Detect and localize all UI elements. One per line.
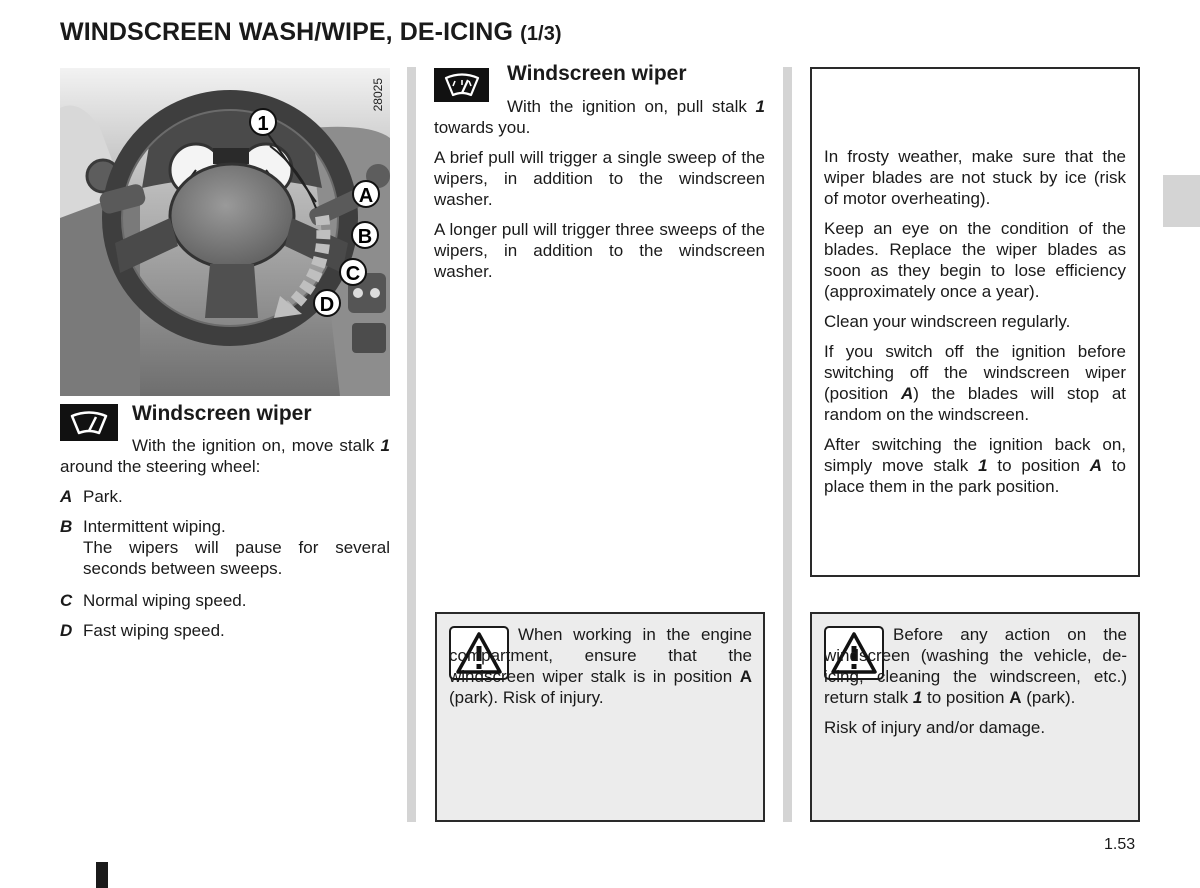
binding-mark	[96, 862, 108, 888]
middle-p2: A brief pull will trigger a single sweep of the wipers, in addition to the windscreen washer.	[434, 148, 765, 209]
page-number: 1.53	[1104, 836, 1136, 853]
section-tab	[1163, 175, 1200, 227]
list-item-d	[60, 620, 390, 641]
middle-intro-a: With the ignition on, pull stalk	[507, 97, 756, 116]
windscreen-warning-b: to position	[922, 688, 1010, 707]
windscreen-warning-pos: A	[1009, 688, 1022, 707]
callout-c-label: C	[345, 263, 361, 285]
page-title	[60, 18, 562, 47]
right-p4-a: If you switch off the ignition before switching off the windscreen wiper (position	[824, 342, 1126, 403]
right-p4-pos: A	[900, 384, 914, 403]
right-p5	[824, 434, 1126, 497]
windscreen-warning-stalk: 1	[912, 688, 923, 707]
right-p4-b: ) the blades will stop at random on the windscreen.	[824, 384, 1126, 424]
right-p2: Keep an eye on the condition of the blades. Replace the wiper blades as soon as they begin to lose efficiency (approximately once a year).	[824, 219, 1126, 301]
right-p5-a: After switching the ignition back on, simply move stalk	[824, 435, 1126, 475]
middle-intro-stalk: 1	[755, 97, 765, 116]
left-heading: Windscreen wiper	[132, 402, 312, 425]
right-p3: Clean your windscreen regularly.	[824, 312, 1071, 331]
callout-1-label: 1	[257, 113, 269, 135]
right-p4	[824, 341, 1126, 425]
left-intro-b: around the steering wheel:	[60, 457, 261, 476]
list-item-b-key: B	[60, 517, 73, 536]
left-intro-stalk: 1	[380, 436, 390, 455]
list-item-b	[60, 516, 390, 579]
windscreen-warning-c: (park).	[1021, 688, 1076, 707]
list-item-c	[60, 590, 390, 611]
list-item-b-detail: The wipers will pause for several seconds between sweeps.	[83, 538, 390, 578]
callout-b-label: B	[357, 226, 373, 248]
column-divider-left	[407, 67, 416, 822]
callout-a-label: A	[358, 185, 374, 207]
windscreen-warning-p2: Risk of injury and/or damage.	[824, 718, 1046, 737]
callout-a	[353, 181, 379, 207]
windscreen-warning-a: Before any action on the windscreen (washing the vehicle, de-icing, cleaning the windscreen, etc.) return stalk	[824, 625, 1127, 707]
right-p5-c: to place them in the park position.	[824, 456, 1126, 496]
callout-1	[250, 109, 276, 135]
callout-d-label: D	[319, 294, 335, 316]
engine-warning-pos: A	[739, 667, 752, 686]
list-item-d-text: Fast wiping speed.	[83, 621, 225, 640]
list-item-a-key: A	[60, 487, 73, 506]
list-item-d-key: D	[60, 621, 73, 640]
engine-warning-b: (park). Risk of injury.	[449, 688, 604, 707]
frost-info-box	[810, 67, 1140, 577]
left-intro-a: With the ignition on, move stalk	[132, 436, 381, 455]
list-item-c-text: Normal wiping speed.	[83, 591, 247, 610]
engine-warning-text	[449, 624, 752, 708]
left-intro	[60, 435, 390, 477]
middle-p3: A longer pull will trigger three sweeps of the wipers, in addition to the windscreen washer.	[434, 220, 765, 281]
right-p5-b: to position	[987, 456, 1090, 475]
right-p5-pos: A	[1089, 456, 1103, 475]
page-title-part: (1/3)	[520, 23, 562, 45]
windscreen-warning-text	[824, 624, 1127, 708]
callout-c	[340, 259, 366, 285]
column-divider-right	[783, 67, 792, 822]
list-item-a	[60, 486, 390, 507]
middle-text	[434, 96, 765, 282]
windscreen-warning-box	[810, 612, 1140, 822]
list-item-c-key: C	[60, 591, 73, 610]
engine-warning-box	[435, 612, 765, 822]
right-p1: In frosty weather, make sure that the wiper blades are not stuck by ice (risk of motor overheating).	[824, 147, 1126, 208]
middle-heading: Windscreen wiper	[507, 62, 687, 85]
page-title-text: WINDSCREEN WASH/WIPE, DE-ICING	[60, 18, 514, 46]
middle-intro-b: towards you.	[434, 118, 531, 137]
list-item-a-text: Park.	[83, 487, 123, 506]
callout-d	[314, 290, 340, 316]
steering-wheel-drawing	[60, 68, 390, 396]
list-item-b-text: Intermittent wiping.	[83, 517, 226, 536]
illustration-ref-code: 28025	[371, 78, 385, 112]
steering-wheel-illustration	[60, 68, 390, 396]
engine-warning-a: When working in the engine compartment, ensure that the windscreen wiper stalk is in position	[449, 625, 752, 686]
callout-b	[352, 222, 378, 248]
right-p5-stalk: 1	[978, 456, 988, 475]
